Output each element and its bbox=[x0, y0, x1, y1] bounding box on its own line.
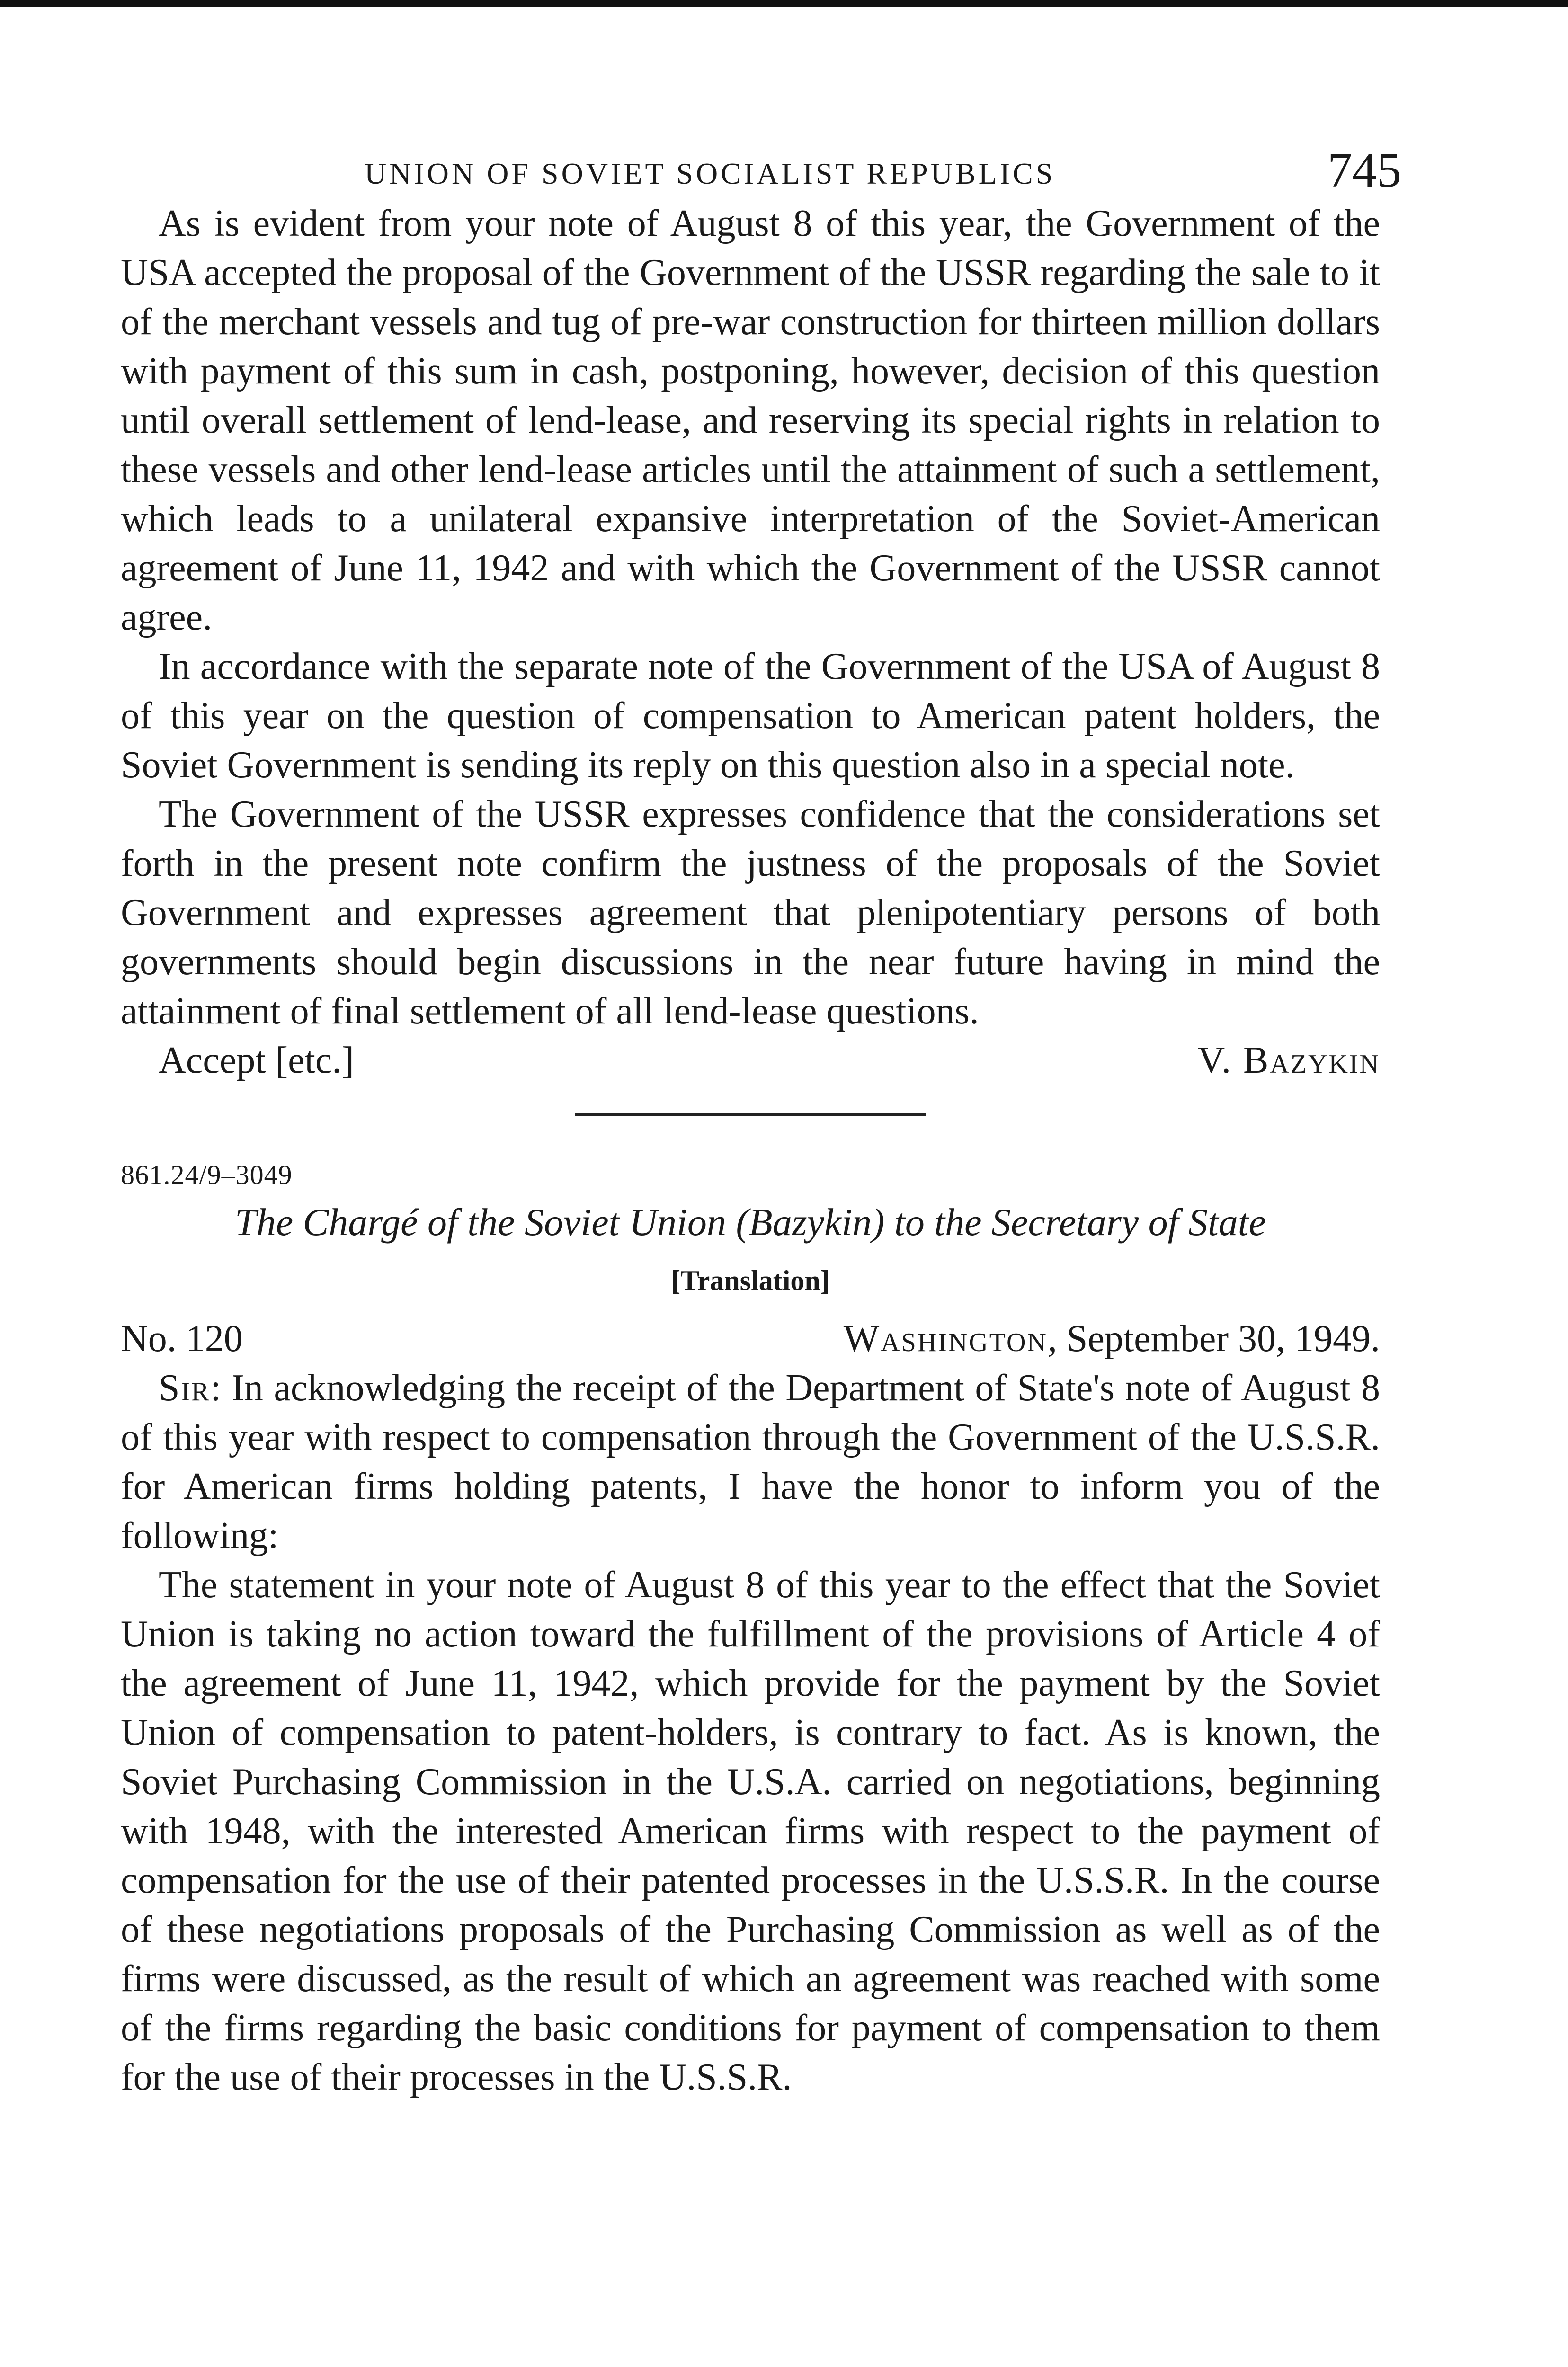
second-document-body bbox=[121, 1363, 1380, 2102]
paragraph-text: : In acknowledging the receipt of the Department of State's note of August 8 of this year with respect to compensation through the Government of the U.S.S.R. for American firms holding patents, I have the honor to inform you of the following: bbox=[121, 1367, 1380, 1557]
salutation: Sir bbox=[159, 1367, 211, 1409]
signer-name: V. Bazykin bbox=[1197, 1040, 1380, 1081]
section-divider bbox=[575, 1113, 926, 1116]
page-top-edge bbox=[0, 0, 1568, 7]
paragraph: In accordance with the separate note of the Government of the USA of August 8 of this year on the question of compensation to American patent holders, the Soviet Government is sending its reply on this question also in a special note. bbox=[121, 646, 1380, 786]
paragraph bbox=[121, 1363, 1380, 1560]
document-page bbox=[121, 142, 1401, 2102]
paragraph: The statement in your note of August 8 of this year to the effect that the Soviet Union is taking no action toward the fulfillment of the provisions of Article 4 of the agreement of June 11, 1942, which provide for the payment by the Soviet Union of compensation to patent-holders, is contrary to fact. As is known, the Soviet Purchasing Commission in the U.S.A. carried on negotiations, beginning with 1948, with the interested American firms with respect to the payment of compensation for the use of their patented processes in the U.S.S.R. In the course of these negotiations proposals of the Purchasing Commission as well as of the firms were discussed, as the result of which an agreement was reached with some of the firms regarding the basic conditions for payment of compensation to them for the use of their processes in the U.S.S.R. bbox=[121, 1564, 1380, 2098]
translation-note: [Translation] bbox=[671, 1265, 830, 1296]
place-and-date bbox=[844, 1314, 1380, 1363]
document-heading: The Chargé of the Soviet Union (Bazykin) to the Secretary of State bbox=[235, 1201, 1266, 1244]
running-title: UNION OF SOVIET SOCIALIST REPUBLICS bbox=[365, 157, 1056, 190]
document-number: No. 120 bbox=[121, 1318, 243, 1360]
paragraph: The Government of the USSR expresses confidence that the considerations set forth in the present note confirm the justness of the proposals of the Soviet Government and expresses agreement that plenipotentiary persons of both governments should begin discussions in the near future having in mind the attainment of final settlement of all lend-lease questions. bbox=[121, 793, 1380, 1032]
paragraph: As is evident from your note of August 8 of this year, the Government of the USA accepted the proposal of the Government of the USSR regarding the sale to it of the merchant vessels and tug of pre-war construction for thirteen million dollars with payment of this sum in cash, postponing, however, decision of this question until overall settlement of lend-lease, and reserving its special rights in relation to these vessels and other lend-lease articles until the attainment of such a settlement, which leads to a unilateral expansive interpretation of the Soviet-American agreement of June 11, 1942 and with which the Government of the USSR cannot agree. bbox=[121, 203, 1380, 638]
closing-line bbox=[121, 1036, 1380, 1085]
date: , September 30, 1949. bbox=[1047, 1318, 1380, 1360]
place: Washington bbox=[843, 1318, 1048, 1360]
page-number: 745 bbox=[1327, 143, 1401, 197]
first-document-body bbox=[121, 199, 1380, 1036]
file-number: 861.24/9–3049 bbox=[121, 1159, 293, 1190]
running-head bbox=[121, 142, 1401, 199]
second-document bbox=[121, 1159, 1380, 2102]
number-date-line bbox=[121, 1314, 1380, 1363]
closing-phrase: Accept [etc.] bbox=[159, 1040, 355, 1081]
